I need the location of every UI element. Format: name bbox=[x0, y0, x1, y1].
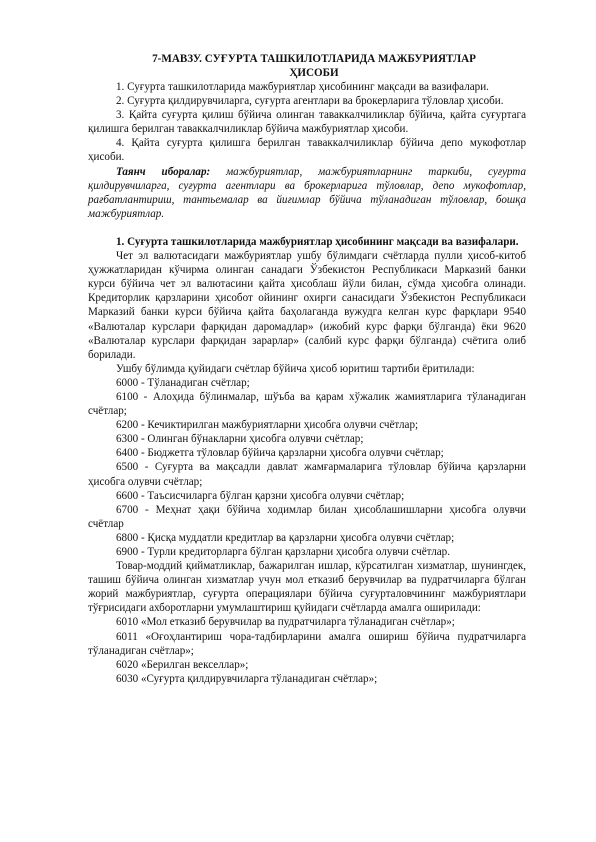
sub-account-item: 6020 «Берилган векселлар»; bbox=[116, 658, 249, 671]
account-item: 6900 - Турли кредиторларга бўлган қарзларни ҳисобга олувчи счётлар. bbox=[116, 546, 450, 558]
sub-account-item: 6030 «Суғурта қилдирувчиларга тўланадиган счётлар»; bbox=[116, 672, 378, 685]
account-item: 6700 - Меҳнат ҳақи бўйича ходимлар билан ҳисоблашишларни ҳисобга олувчи счётлар bbox=[88, 503, 526, 530]
keywords-text: мажбуриятлар, мажбуриятларнинг таркиби, суғурта қилдирувчиларга, суғурта агентлари ва брокерларига тўловлар, депо мукофотлар, рағбатлантириш, тантьемалар ва йиғимлар бўйича тўланадиган тўловлар, бошқа мажбуриятлар. bbox=[88, 165, 526, 220]
account-item: 6600 - Таъсисчиларга бўлган қарзни ҳисобга олувчи счётлар; bbox=[116, 489, 405, 502]
keywords-label: Таянч иборалар: bbox=[116, 165, 211, 178]
account-item: 6800 - Қисқа муддатли кредитлар ва қарзларни ҳисобга олувчи счётлар; bbox=[116, 531, 455, 544]
title-line-1: 7-МАВЗУ. СУҒУРТА ТАШКИЛОТЛАРИДА МАЖБУРИЯТЛАР bbox=[152, 53, 476, 65]
section-heading: 1. Суғурта ташкилотларида мажбуриятлар ҳисобининг мақсади ва вазифалари. bbox=[116, 235, 519, 248]
account-item: 6000 - Тўланадиган счётлар; bbox=[116, 376, 250, 389]
account-item: 6200 - Кечиктирилган мажбуриятларни ҳисобга олувчи счётлар; bbox=[116, 419, 419, 432]
account-item: 6300 - Олинган бўнакларни ҳисобга олувчи счётлар; bbox=[116, 433, 364, 446]
sub-account-item: 6011 «Оғоҳлантириш чора-тадбирларини амалга ошириш бўйича пудратчиларга тўланадиган счётлар»; bbox=[88, 630, 526, 657]
account-item: 6400 - Бюджетга тўловлар бўйича қарзларни ҳисобга олувчи счётлар; bbox=[116, 447, 444, 460]
keywords-paragraph bbox=[88, 165, 526, 221]
body-paragraph: Товар-моддий қийматликлар, бажарилган ишлар, кўрсатилган хизматлар, шунингдек, ташиш бўйича олинган хизматлар учун мол етказиб берувчилар ва пудратчиларга бўлган жорий мажбуриятлар, суғурта операциялари бўйича суғурталовчининг мажбуриятлари тўғрисидаги ахборотларни умумлаштириш қуйидаги счётларда амалга оширилади: bbox=[88, 560, 526, 615]
plan-item: 4. Қайта суғурта қилишга берилган таваккалчиликлар бўйича депо мукофотлар ҳисоби. bbox=[88, 137, 526, 164]
sub-account-item: 6010 «Мол етказиб берувчилар ва пудратчиларга тўланадиган счётлар»; bbox=[116, 616, 455, 629]
body-paragraph: Ушбу бўлимда қуйидаги счётлар бўйича ҳисоб юритиш тартиби ёритилади: bbox=[116, 362, 475, 375]
body-paragraph: Чет эл валютасидаги мажбуриятлар ушбу бўлимдаги счётларда пулли ҳисоб-китоб ҳужжатларидан кўчирма олинган санадаги Ўзбекистон Республикаси Марказий банки курси бўйича чет эл валютасини қайта ҳисоблаш йўли билан, сўмда ҳисобга олинади. Кредиторлик қарзларини ҳисобот ойининг охирги санасидаги Ўзбекистон Республикаси Марказий банки курси бўйича қайта баҳолаганда вужудга келган курс фарқлари 9540 «Валюталар курслари фарқидан даромадлар» (ижобий курс фарқи бўлганда) ёки 9620 «Валюталар курслари фарқидан зарарлар» (салбий курс фарқи бўлганда) счётига олиб борилади. bbox=[88, 250, 526, 361]
title-line-2: ҲИСОБИ bbox=[289, 67, 339, 79]
plan-item: 1. Суғурта ташкилотларида мажбуриятлар ҳисобининг мақсади ва вазифалари. bbox=[116, 81, 489, 93]
account-item: 6500 - Суғурта ва мақсадли давлат жамғармаларига тўловлар бўйича қарзларни ҳисобга олувчи счётлар; bbox=[88, 461, 526, 488]
plan-item: 3. Қайта суғурта қилиш бўйича олинган таваккалчиликлар бўйича, қайта суғуртага қилишга берилган таваккалчиликлар бўйича мажбуриятлар ҳисоби. bbox=[88, 109, 526, 136]
blank-line bbox=[88, 221, 526, 235]
plan-item: 2. Суғурта қилдирувчиларга, суғурта агентлари ва брокерларига тўловлар ҳисоби. bbox=[116, 95, 504, 108]
account-item: 6100 - Алоҳида бўлинмалар, шўъба ва қарам хўжалик жамиятларига тўланадиган счётлар; bbox=[88, 390, 526, 418]
page-title bbox=[88, 52, 526, 80]
